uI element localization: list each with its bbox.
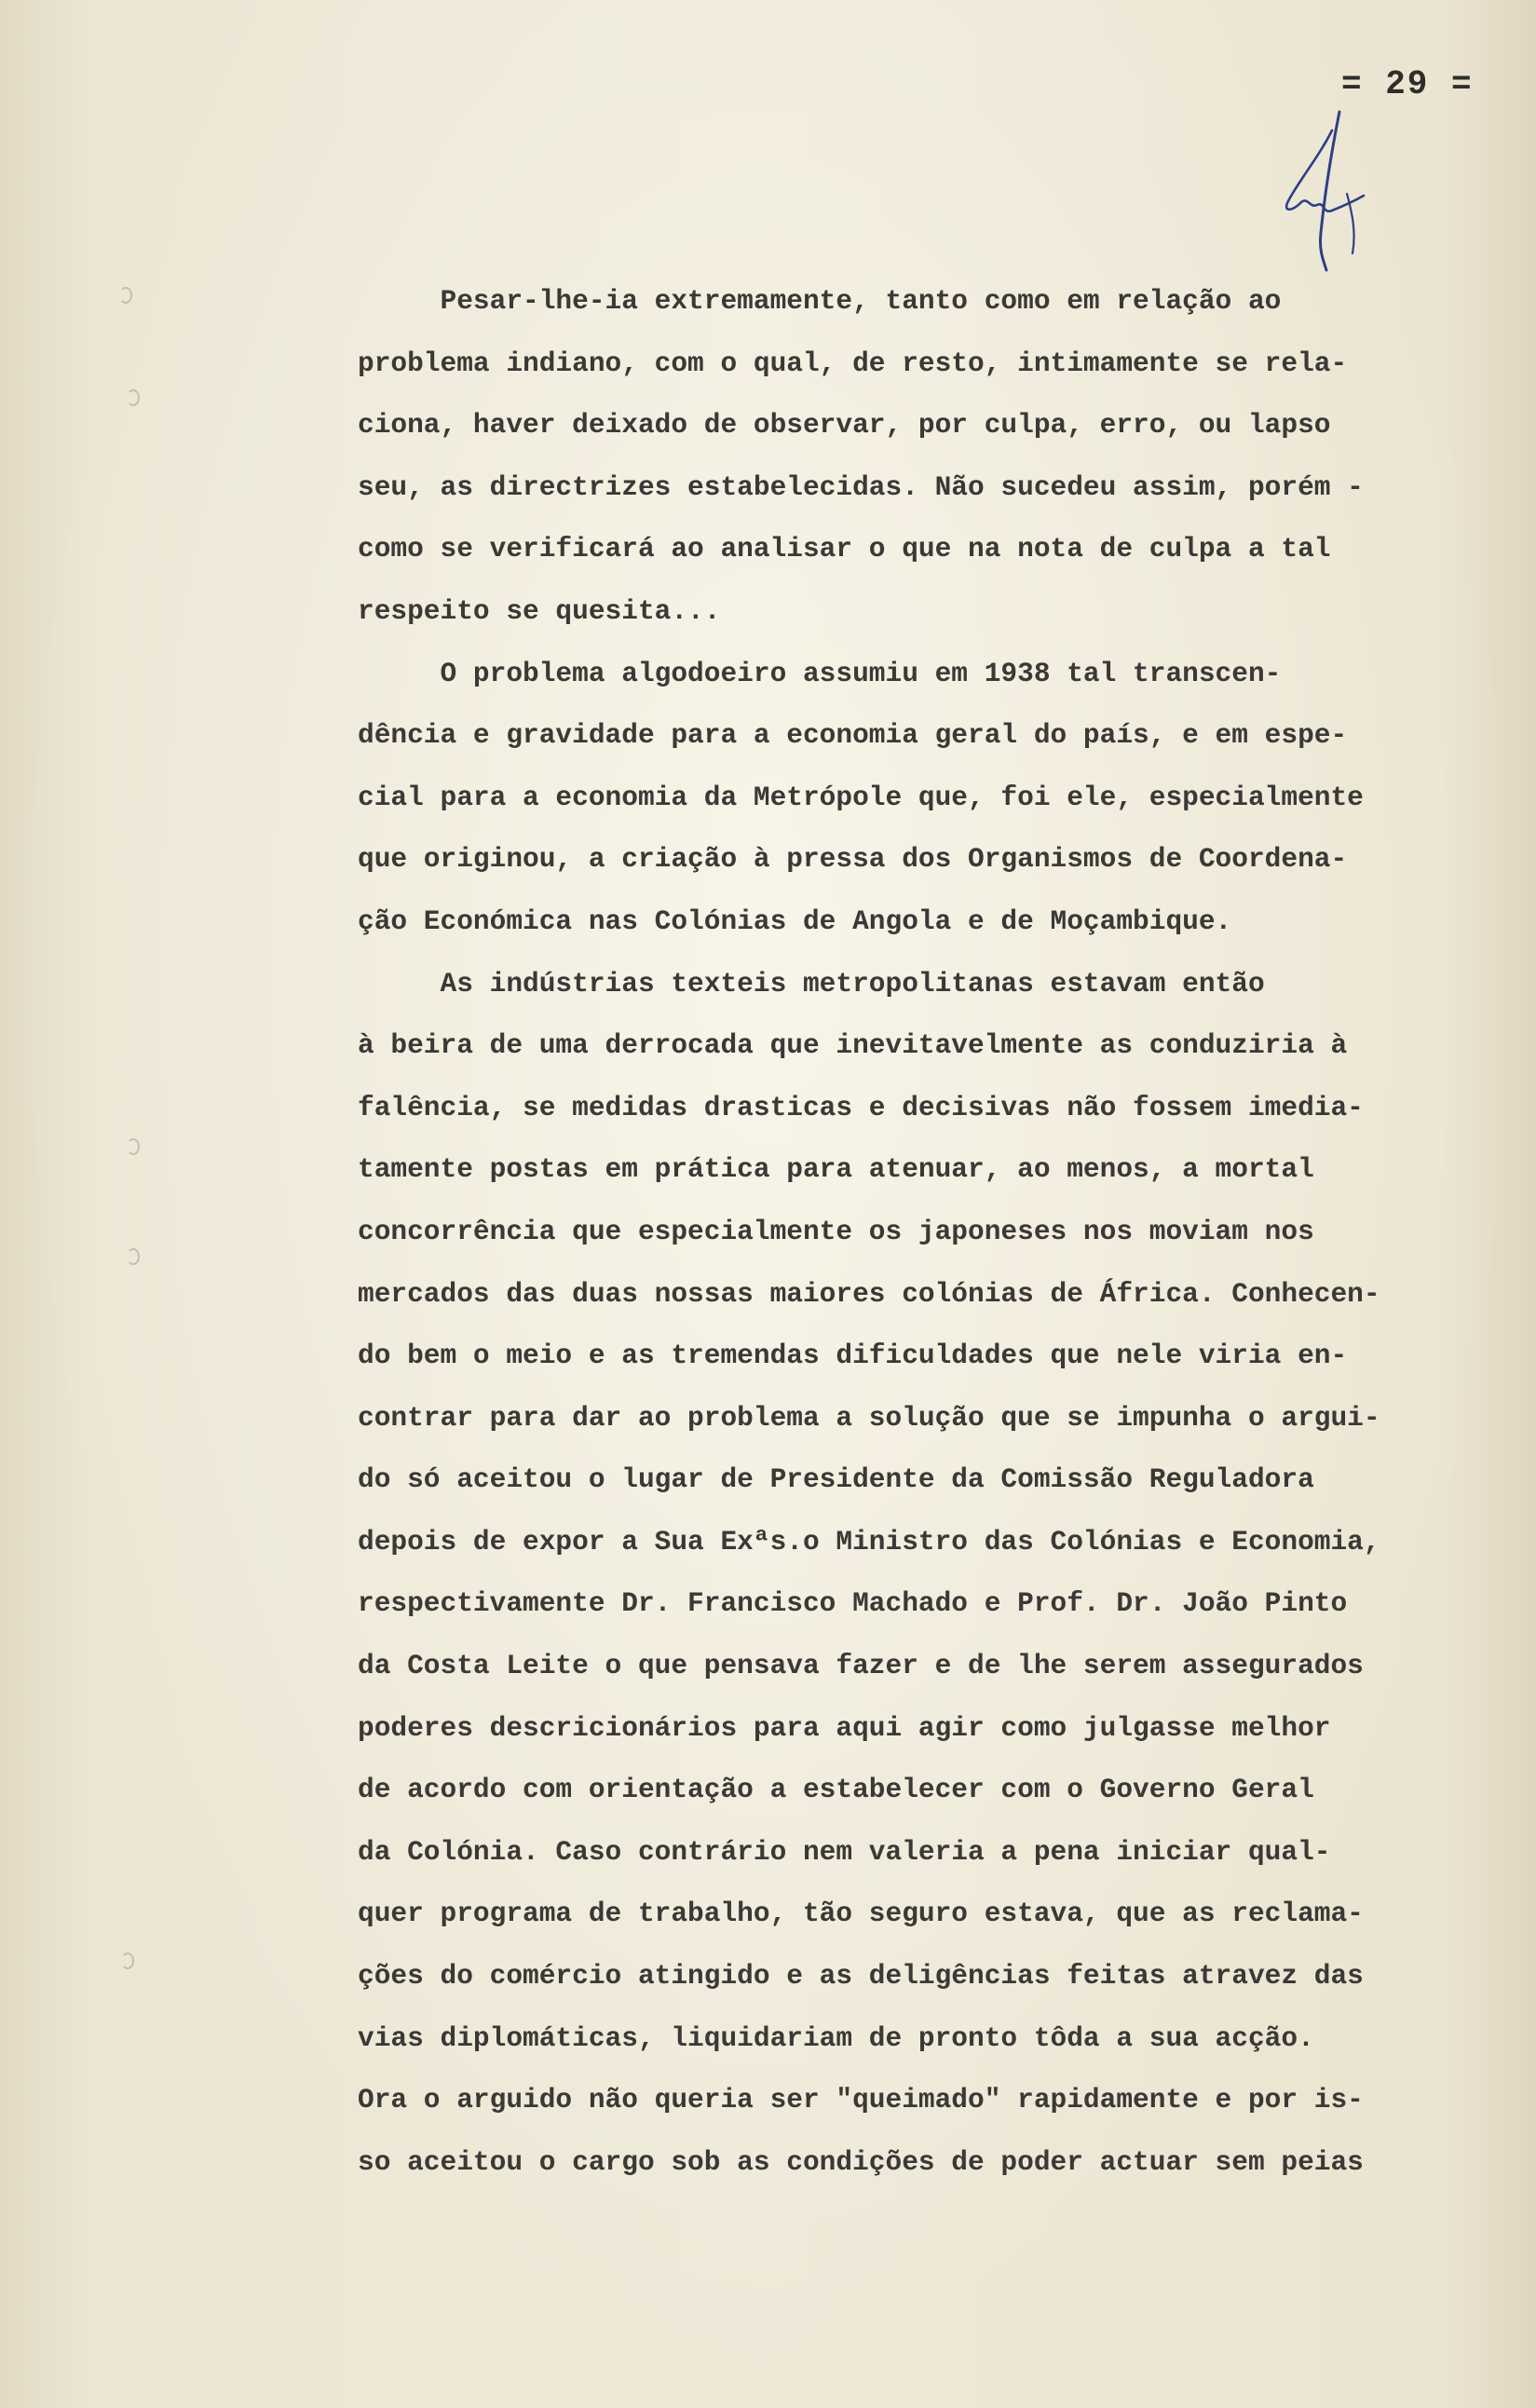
handwritten-signature — [1267, 93, 1397, 279]
text-line: Ora o arguido não queria ser "queimado" rapidamente e por is- — [358, 2084, 1364, 2116]
text-line: da Costa Leite o que pensava fazer e de lhe serem assegurados — [358, 1650, 1364, 1682]
text-line: cial para a economia da Metrópole que, foi ele, especialmente — [358, 781, 1364, 813]
margin-mark — [127, 389, 140, 406]
text-line: de acordo com orientação a estabelecer com o Governo Geral — [358, 1774, 1314, 1806]
text-line: falência, se medidas drasticas e decisivas não fossem imedia- — [358, 1091, 1364, 1123]
text-line: depois de expor a Sua Exªs.o Ministro das Colónias e Economia, — [358, 1525, 1380, 1558]
text-line: O problema algodoeiro assumiu em 1938 tal transcen- — [358, 657, 1282, 689]
text-line: do bem o meio e as tremendas dificuldades que nele viria en- — [358, 1340, 1348, 1372]
margin-mark — [119, 287, 132, 304]
text-line: ção Económica nas Colónias de Angola e de Moçambique. — [358, 905, 1232, 937]
text-line: do só aceitou o lugar de Presidente da Comissão Reguladora — [358, 1463, 1314, 1496]
text-line: vias diplomáticas, liquidariam de pronto tôda a sua acção. — [358, 2021, 1314, 2054]
text-line: concorrência que especialmente os japoneses nos moviam nos — [358, 1215, 1314, 1247]
margin-mark — [127, 1138, 140, 1155]
text-line: respeito se quesita... — [358, 594, 721, 627]
text-line: como se verificará ao analisar o que na nota de culpa a tal — [358, 533, 1331, 565]
text-line: contrar para dar ao problema a solução que se impunha o argui- — [358, 1401, 1380, 1434]
text-line: As indústrias texteis metropolitanas estavam então — [358, 967, 1265, 1000]
text-line: seu, as directrizes estabelecidas. Não sucedeu assim, porém - — [358, 470, 1364, 503]
margin-mark — [127, 1248, 140, 1265]
text-line: tamente postas em prática para atenuar, ao menos, a mortal — [358, 1153, 1314, 1186]
text-line: poderes descricionários para aqui agir como julgasse melhor — [358, 1711, 1331, 1744]
page-number: = 29 = — [1341, 65, 1474, 103]
body-text — [358, 270, 1485, 2193]
text-line: à beira de uma derrocada que inevitavelmente as conduziria à — [358, 1029, 1348, 1062]
text-line: que originou, a criação à pressa dos Organismos de Coordena- — [358, 843, 1348, 876]
text-line: quer programa de trabalho, tão seguro estava, que as reclama- — [358, 1898, 1364, 1930]
text-line: mercados das duas nossas maiores colónias de África. Conhecen- — [358, 1277, 1380, 1310]
text-line: problema indiano, com o qual, de resto, intimamente se rela- — [358, 347, 1348, 379]
text-line: da Colónia. Caso contrário nem valeria a pena iniciar qual- — [358, 1835, 1331, 1868]
margin-mark — [121, 1952, 134, 1969]
text-line: Pesar-lhe-ia extremamente, tanto como em relação ao — [358, 285, 1282, 317]
text-line: ciona, haver deixado de observar, por culpa, erro, ou lapso — [358, 409, 1331, 442]
text-line: dência e gravidade para a economia geral do país, e em espe- — [358, 719, 1348, 752]
text-line: so aceitou o cargo sob as condições de poder actuar sem peias — [358, 2145, 1364, 2178]
text-line: ções do comércio atingido e as deligências feitas atravez das — [358, 1960, 1364, 1993]
text-line: respectivamente Dr. Francisco Machado e Prof. Dr. João Pinto — [358, 1587, 1348, 1620]
